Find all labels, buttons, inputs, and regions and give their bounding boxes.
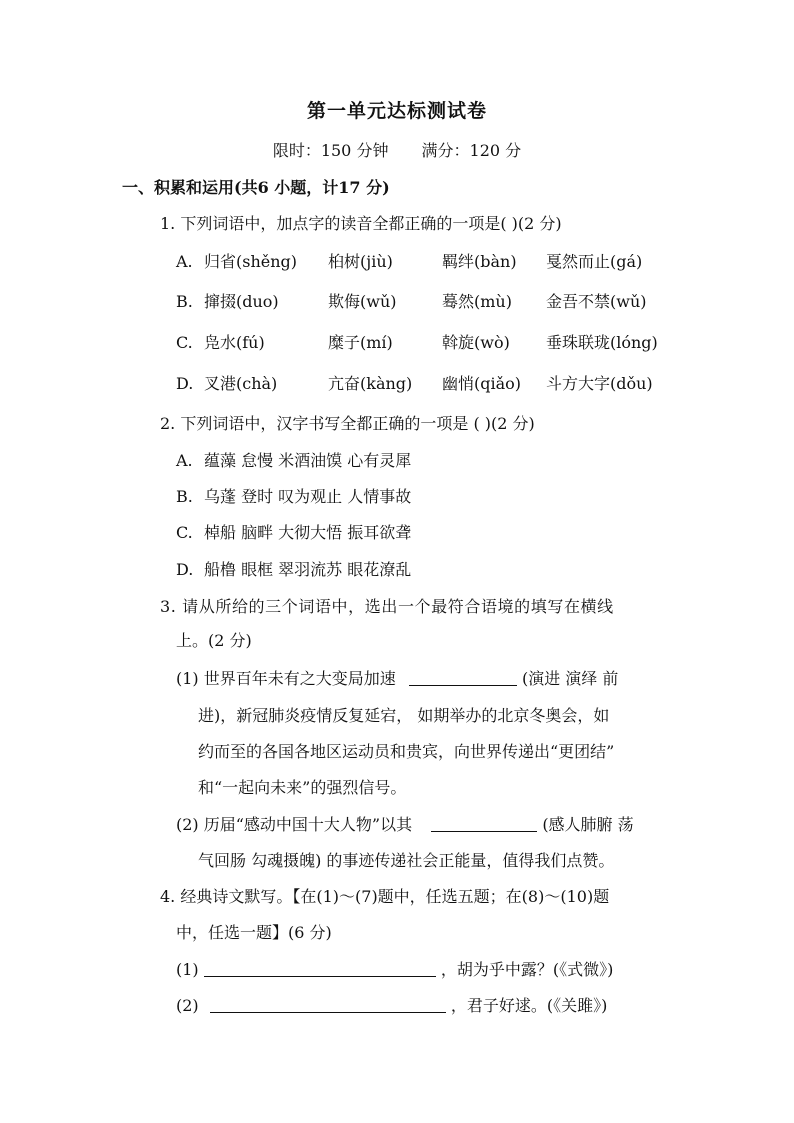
line-number: (1) — [176, 960, 199, 979]
q4-line-2 — [176, 995, 607, 1017]
q4-line-1 — [176, 959, 613, 981]
question-2-stem: 2. 下列词语中，汉字书写全都正确的一项是 ( )(2 分) — [160, 414, 535, 433]
q3-p1-choices: (演进 演绎 前 — [521, 669, 619, 688]
line-text: ，胡为乎中露？(《式微》) — [440, 960, 614, 979]
q3-p1-line: 约而至的各国各地区运动员和贵宾，向世界传递出“更团结” — [198, 742, 615, 761]
option-item: 斗方大字(dǒu) — [546, 374, 653, 393]
option-letter: A. — [176, 451, 193, 470]
option-item: 归省(shěng) — [204, 252, 298, 271]
section-heading: 一、积累和运用(共6 小题，计17 分) — [122, 178, 390, 197]
q3-part-1 — [176, 668, 618, 690]
page-title: 第一单元达标测试卷 — [306, 100, 487, 122]
option-letter: B. — [176, 292, 193, 311]
option-item: 羁绊(bàn) — [442, 252, 517, 271]
question-4-stem: 4. 经典诗文默写。【在(1)～(7)题中，任选五题；在(8)～(10)题 — [160, 887, 610, 906]
line-number: (2) — [176, 996, 199, 1015]
exam-meta — [0, 140, 794, 162]
answer-blank[interactable] — [431, 815, 537, 832]
q3-p1-line: 和“一起向未来”的强烈信号。 — [198, 778, 407, 797]
option-item: 斡旋(wò) — [442, 333, 510, 352]
option-letter: C. — [176, 333, 193, 352]
q3-p2-line: 气回肠 勾魂摄魄) 的事迹传递社会正能量，值得我们点赞。 — [198, 851, 615, 870]
q3-p2-choices: (感人肺腑 荡 — [542, 815, 634, 834]
answer-blank[interactable] — [204, 960, 436, 977]
option-item: 欺侮(wǔ) — [328, 292, 397, 311]
option-item: 桕树(jiù) — [328, 252, 393, 271]
question-3-stem-cont: 上。(2 分) — [176, 631, 252, 650]
line-text: ，君子好逑。(《关雎》) — [450, 996, 608, 1015]
option-text: 蕴藻 怠慢 米酒油馍 心有灵犀 — [204, 451, 412, 470]
question-1-stem: 1. 下列词语中，加点字的读音全都正确的一项是( )(2 分) — [160, 214, 562, 233]
option-letter: D. — [176, 374, 194, 393]
option-letter: D. — [176, 560, 194, 579]
option-item: 垂珠联珑(lóng) — [546, 333, 658, 352]
answer-blank[interactable] — [210, 996, 446, 1013]
option-item: 凫水(fú) — [204, 333, 265, 352]
option-text: 棹船 脑畔 大彻大悟 振耳欲聋 — [204, 523, 412, 542]
answer-blank[interactable] — [409, 669, 517, 686]
q3-p1-line: 进)，新冠肺炎疫情反复延宕， 如期举办的北京冬奥会，如 — [198, 706, 610, 725]
option-item: 戛然而止(gá) — [546, 252, 643, 271]
option-item: 蓦然(mù) — [442, 292, 512, 311]
option-text: 乌蓬 登时 叹为观止 人情事故 — [204, 487, 412, 506]
option-letter: A. — [176, 252, 193, 271]
time-limit: 限时：150 分钟 — [272, 141, 389, 160]
option-letter: B. — [176, 487, 193, 506]
q3-p1-text: (1) 世界百年未有之大变局加速 — [176, 669, 396, 688]
option-text: 船橹 眼框 翠羽流苏 眼花潦乱 — [204, 560, 412, 579]
option-item: 撺掇(duo) — [204, 292, 279, 311]
option-item: 糜子(mí) — [328, 333, 393, 352]
option-letter: C. — [176, 523, 193, 542]
question-3-stem: 3. 请从所给的三个词语中，选出一个最符合语境的填写在横线 — [160, 597, 614, 616]
question-4-stem-cont: 中，任选一题】(6 分) — [176, 923, 332, 942]
full-score: 满分：120 分 — [421, 141, 522, 160]
option-item: 亢奋(kàng) — [328, 374, 413, 393]
option-item: 叉港(chà) — [204, 374, 278, 393]
option-item: 金吾不禁(wǔ) — [546, 292, 647, 311]
q3-p2-text: (2) 历届“感动中国十大人物”以其 — [176, 815, 413, 834]
q3-part-2 — [176, 814, 634, 836]
option-item: 幽悄(qiǎo) — [442, 374, 522, 393]
